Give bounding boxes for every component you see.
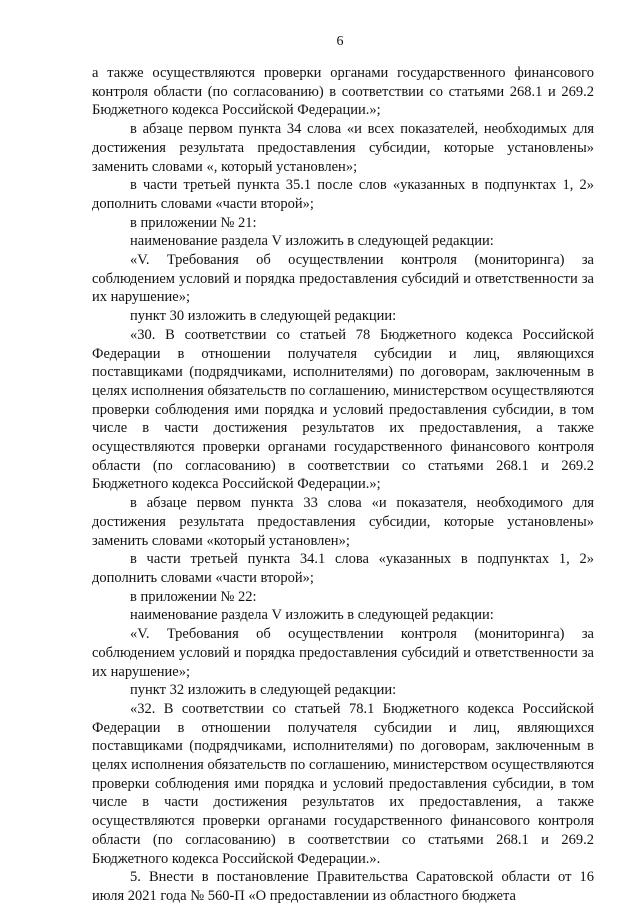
paragraph: в абзаце первом пункта 34 слова «и всех показателей, необходимых для достижения результата предоставления субсидии, которые установлены» заменить словами «, который установлен»; — [92, 121, 594, 175]
paragraph: «V. Требования об осуществлении контроля (мониторинга) за соблюдением условий и порядка предоставления субсидий и ответственности за их нарушение»; — [92, 626, 594, 680]
paragraph: наименование раздела V изложить в следующей редакции: — [130, 233, 494, 250]
paragraph: пункт 32 изложить в следующей редакции: — [130, 682, 397, 699]
paragraph: «30. В соответствии со статьей 78 Бюджетного кодекса Российской Федерации в отношении получателя субсидии и лиц, являющихся поставщиками (подрядчиками, исполнителями) по договорам, заключенным в целях исполнения обязательств по соглашению, министерством осуществляются проверки соблюдения ими порядка и условий предоставления субсидии, в том числе в части достижения результатов их предоставления, а также осуществляются проверки органами государственного финансового контроля области (по согласованию) в соответствии со статьями 268.1 и 269.2 Бюджетного кодекса Российской Федерации.»; — [92, 326, 594, 493]
paragraph-continuation: а также осуществляются проверки органами государственного финансового контроля области (по согласованию) в соответствии со статьями 268.1 и 269.2 Бюджетного кодекса Российской Федерации.»; — [92, 65, 594, 119]
paragraph: в приложении № 21: — [130, 214, 257, 231]
document-body — [92, 64, 594, 906]
paragraph: пункт 30 изложить в следующей редакции: — [130, 308, 397, 325]
paragraph: наименование раздела V изложить в следующей редакции: — [130, 607, 494, 624]
paragraph: 5. Внести в постановление Правительства Саратовской области от 16 июля 2021 года № 560-П «О предоставлении из областного бюджета — [92, 869, 594, 904]
paragraph: «V. Требования об осуществлении контроля (мониторинга) за соблюдением условий и порядка предоставления субсидий и ответственности за их нарушение»; — [92, 252, 594, 306]
paragraph: «32. В соответствии со статьей 78.1 Бюджетного кодекса Российской Федерации в отношении получателя субсидии и лиц, являющихся поставщиками (подрядчиками, исполнителями) по договорам, заключенным в целях исполнения обязательств по соглашению, министерством осуществляются проверки соблюдения ими порядка и условий предоставления субсидии, в том числе в части достижения результатов их предоставления, а также осуществляются проверки органами государственного финансового контроля области (по согласованию) в соответствии со статьями 268.1 и 269.2 Бюджетного кодекса Российской Федерации.». — [92, 700, 594, 867]
paragraph: в части третьей пункта 35.1 после слов «указанных в подпунктах 1, 2» дополнить словами «части второй»; — [92, 177, 594, 212]
paragraph: в части третьей пункта 34.1 слова «указанных в подпунктах 1, 2» дополнить словами «части второй»; — [92, 551, 594, 586]
paragraph: в абзаце первом пункта 33 слова «и показателя, необходимого для достижения результата предоставления субсидии, которые установлены» заменить словами «который установлен»; — [92, 495, 594, 549]
page-number: 6 — [336, 34, 344, 49]
paragraph: в приложении № 22: — [130, 588, 257, 605]
